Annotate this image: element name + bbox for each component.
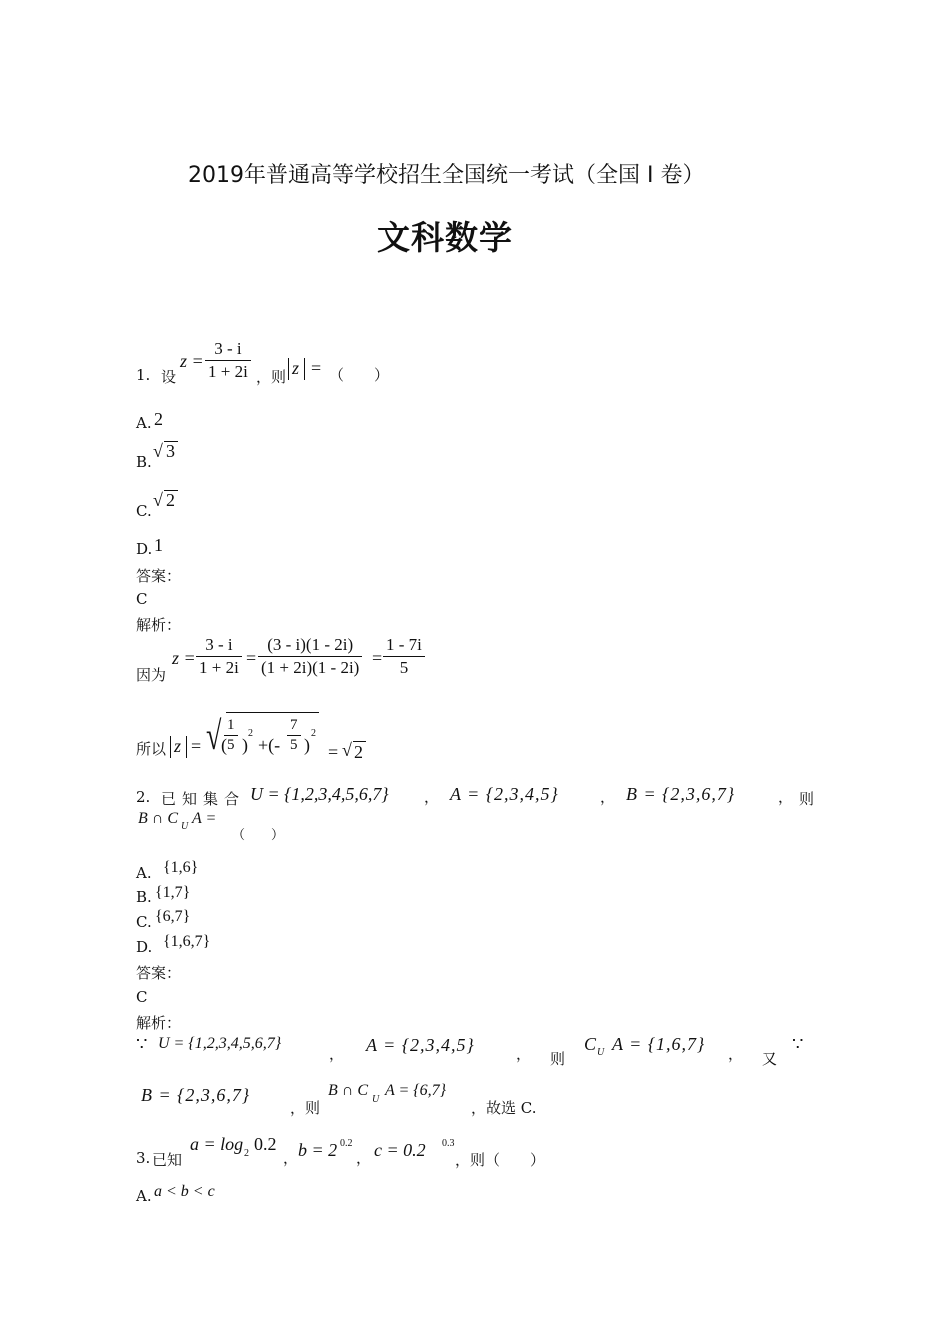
q2-expr-b: B ∩ C xyxy=(138,810,178,827)
q2-comma-1: ， xyxy=(424,788,440,806)
q1-step1-eq-1: = xyxy=(246,648,257,668)
q1-step2-close-2: ) xyxy=(304,735,310,755)
q2-comma-2: ， xyxy=(600,788,616,806)
q2-expr-a: A = xyxy=(192,810,217,827)
q1-step2-open: ( xyxy=(221,735,227,755)
q3-option-a-label: A. xyxy=(136,1187,152,1205)
q2-analysis-then-2: ，则 xyxy=(290,1099,321,1117)
q1-prefix: 设 xyxy=(161,368,177,386)
q1-eq: = xyxy=(311,358,322,378)
q1-option-d-value: 1 xyxy=(154,535,163,555)
q1-step1-f1-den: 1 + 2i xyxy=(199,658,239,677)
q2-analysis-label: 解析： xyxy=(136,1014,182,1032)
q2-analysis-cu-rest: A = {1,6,7} xyxy=(612,1034,706,1054)
sqrt-icon: √ xyxy=(153,441,163,461)
q3-comma-1: ， xyxy=(283,1149,299,1167)
q2-comma-3: ， xyxy=(778,788,794,806)
q2-comma-5: ， xyxy=(516,1045,532,1063)
q2-result-b: B ∩ C xyxy=(328,1082,368,1099)
q2-option-b-label: B. xyxy=(136,888,152,906)
q1-step1-fraction-1 xyxy=(196,635,242,678)
q2-comma-6: ， xyxy=(728,1045,744,1063)
q1-step1-fraction-2 xyxy=(258,635,362,678)
q1-so: 所以 xyxy=(136,740,167,758)
sqrt-icon: √ xyxy=(342,740,352,760)
q1-step1-f3-num: 1 - 7i xyxy=(383,635,425,657)
q1-option-b-label: B. xyxy=(136,453,152,471)
q3-b-exp: 0.2 xyxy=(340,1138,353,1149)
q2-analysis-also: 又 xyxy=(762,1050,778,1068)
q1-step2-b-den: 5 xyxy=(290,737,298,753)
abs-bar-right xyxy=(304,358,305,380)
q1-step2-sq-a: 2 xyxy=(248,728,253,739)
q1-step2-close: ) xyxy=(242,735,248,755)
q2-comma-4: ， xyxy=(329,1045,345,1063)
q1-step2-sq-b: 2 xyxy=(311,728,316,739)
q2-option-d-value: {1,6,7} xyxy=(163,933,211,950)
q1-option-d-label: D. xyxy=(136,540,153,558)
q2-answer-label: 答案： xyxy=(136,964,182,982)
q1-step2-result-eq: = xyxy=(328,742,339,762)
q1-step1-fraction-3 xyxy=(383,635,425,678)
q2-prefix: 已知集合 xyxy=(161,790,246,808)
q3-option-a-value: a < b < c xyxy=(154,1183,215,1200)
q2-since-2: ∵ xyxy=(792,1034,804,1054)
q2-expr-sub: U xyxy=(181,821,189,832)
q1-middle: ，则 xyxy=(256,368,287,386)
q3-a-expr: a = log xyxy=(190,1134,244,1154)
q1-step1-f2-num: (3 - i)(1 - 2i) xyxy=(258,635,362,657)
q2-paren: （ ） xyxy=(232,828,285,843)
q1-step1-eq-2: = xyxy=(372,648,383,668)
q2-set-b: B = {2,3,6,7} xyxy=(626,784,736,804)
q1-option-a-label: A. xyxy=(136,414,152,432)
q2-result-sub: U xyxy=(372,1094,380,1105)
q2-analysis-cu-sub: U xyxy=(597,1047,605,1058)
q2-analysis-then: 则 xyxy=(550,1050,566,1068)
q3-number: 3. xyxy=(136,1149,151,1167)
q1-answer-label: 答案： xyxy=(136,567,182,585)
q1-option-a-value: 2 xyxy=(154,409,163,429)
page-subtitle: 文科数学 xyxy=(377,218,513,257)
q1-option-b-value: 3 xyxy=(166,441,175,461)
q1-step2-a-num: 1 xyxy=(224,717,238,736)
q1-step2-eq: = xyxy=(191,736,202,756)
q1-option-c-value: 2 xyxy=(166,490,175,510)
q2-option-c-value: {6,7} xyxy=(155,908,191,925)
q1-step2-abs: z xyxy=(174,736,182,756)
q1-z-lhs: z = xyxy=(180,351,204,371)
q3-prefix: 已知 xyxy=(152,1151,183,1169)
q3-b-expr: b = 2 xyxy=(298,1140,338,1160)
sqrt-icon: √ xyxy=(153,490,163,510)
q1-step1-f2-den: (1 + 2i)(1 - 2i) xyxy=(261,658,360,677)
q1-paren: （ ） xyxy=(329,366,390,384)
q2-analysis-b: B = {2,3,6,7} xyxy=(141,1085,251,1105)
q1-step2-plus: +(- xyxy=(258,735,281,755)
q2-option-a-label: A. xyxy=(136,864,152,882)
q1-step2-fraction-b xyxy=(287,717,301,754)
q2-option-b-value: {1,7} xyxy=(155,884,191,901)
q1-step1-f1-num: 3 - i xyxy=(196,635,242,657)
q2-analysis-u: U = {1,2,3,4,5,6,7} xyxy=(158,1035,282,1052)
q1-step2-result: 2 xyxy=(354,742,363,762)
q1-answer: C xyxy=(136,590,148,608)
q3-c-expr: c = 0.2 xyxy=(374,1140,426,1160)
q2-option-c-label: C. xyxy=(136,913,152,931)
q2-conclude: ，故选 C. xyxy=(471,1099,537,1117)
q2-analysis-cu: C xyxy=(584,1034,597,1054)
q1-number: 1. xyxy=(136,366,151,384)
q1-fraction xyxy=(205,339,251,382)
q1-analysis-label: 解析： xyxy=(136,616,182,634)
q3-comma-2: ， xyxy=(356,1149,372,1167)
q2-since: ∵ xyxy=(136,1034,148,1054)
q1-fraction-denominator: 1 + 2i xyxy=(208,362,248,381)
q2-set-a: A = {2,3,4,5} xyxy=(450,784,559,804)
q2-analysis-a: A = {2,3,4,5} xyxy=(366,1035,475,1055)
q1-abs-z: z xyxy=(292,358,300,378)
q1-step2-fraction-a xyxy=(224,717,238,754)
q2-then: 则 xyxy=(799,790,815,808)
q2-option-a-value: {1,6} xyxy=(163,859,199,876)
q3-then: ，则（ ） xyxy=(455,1151,546,1169)
abs-bar-left xyxy=(170,736,171,758)
page-title: 2019年普通高等学校招生全国统一考试（全国 I 卷） xyxy=(188,163,705,188)
q2-set-u: U = {1,2,3,4,5,6,7} xyxy=(250,784,389,804)
q2-number: 2. xyxy=(136,788,151,806)
q1-step2-a-den: 5 xyxy=(227,737,235,753)
abs-bar-right xyxy=(186,736,187,758)
sqrt-vinculum xyxy=(226,712,319,713)
abs-bar-left xyxy=(288,358,289,380)
q1-step2-b-num: 7 xyxy=(287,717,301,736)
q3-c-exp: 0.3 xyxy=(442,1138,455,1149)
q1-step1-lhs: z = xyxy=(172,648,196,668)
q1-because: 因为 xyxy=(136,666,167,684)
q2-option-d-label: D. xyxy=(136,938,153,956)
q1-option-c-label: C. xyxy=(136,502,152,520)
q1-step1-f3-den: 5 xyxy=(399,658,409,677)
q2-answer: C xyxy=(136,988,148,1006)
sqrt-icon: √ xyxy=(206,713,222,758)
q1-fraction-numerator: 3 - i xyxy=(205,339,251,361)
q3-a-arg: 0.2 xyxy=(254,1134,277,1154)
q2-result-rest: A = {6,7} xyxy=(385,1082,447,1099)
q3-a-base: 2 xyxy=(244,1148,249,1159)
